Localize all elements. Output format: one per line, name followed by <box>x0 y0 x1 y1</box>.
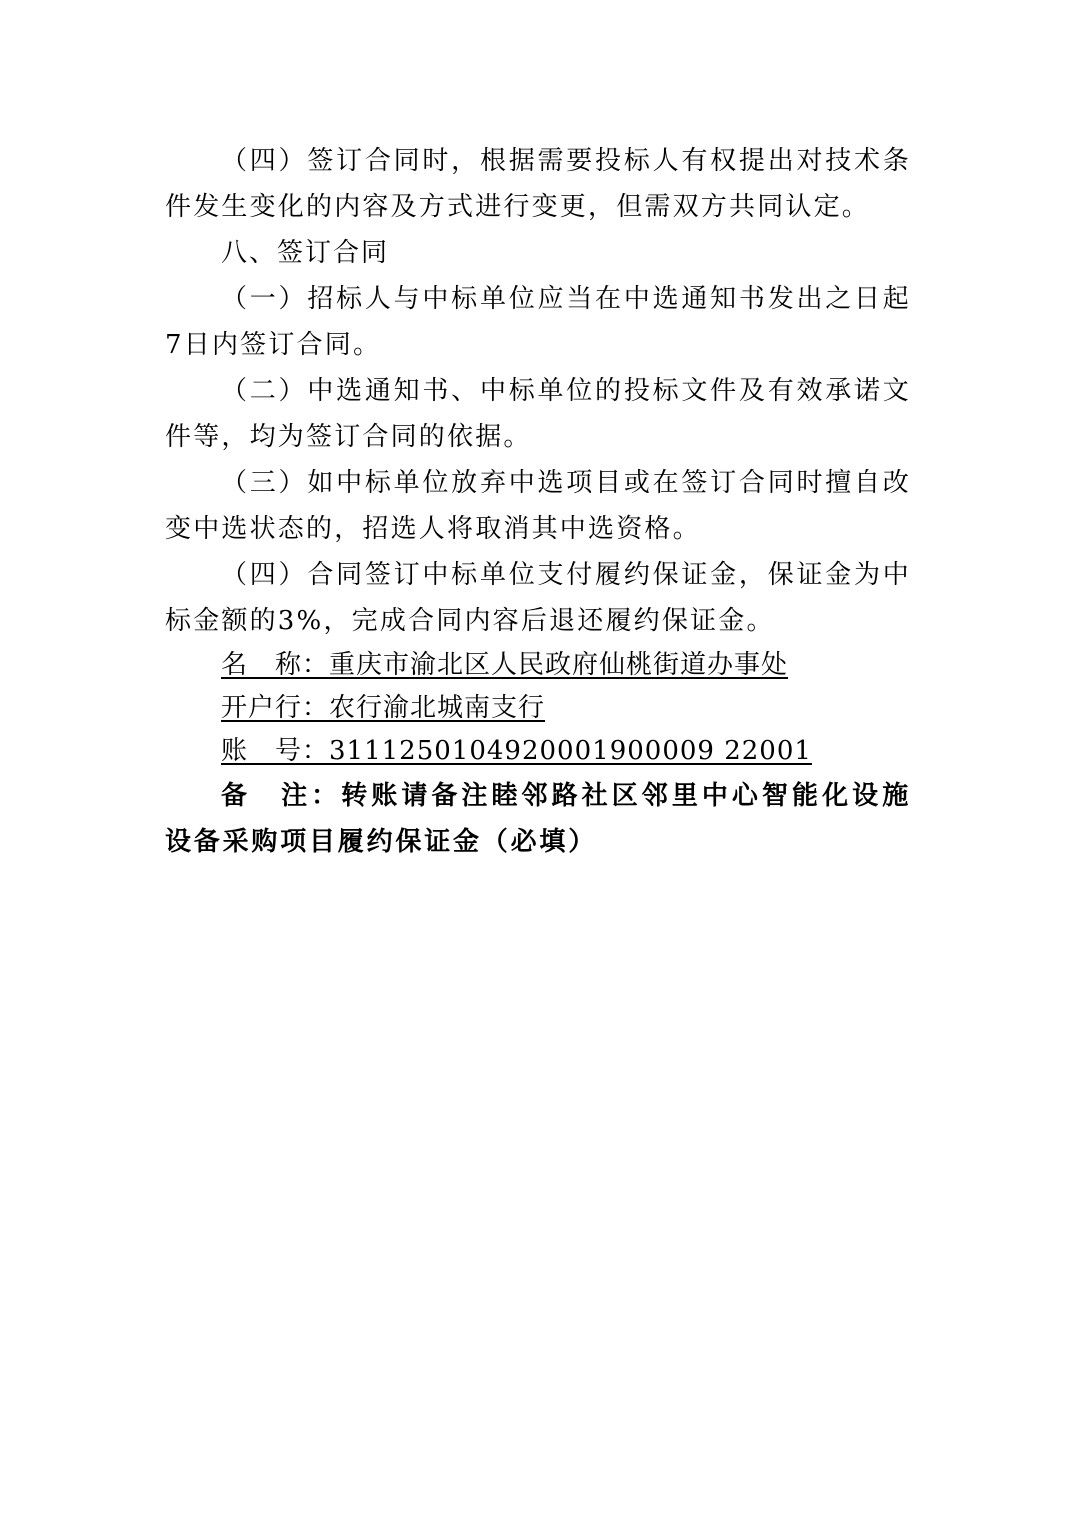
section-heading-sign-contract: 八、签订合同 <box>221 238 390 268</box>
paragraph-contract-change: （四）签订合同时，根据需要投标人有权提出对技术条件发生变化的内容及方式进行变更，但需双方共同认定。 <box>165 146 911 222</box>
paragraph-clause-3: （三）如中标单位放弃中选项目或在签订合同时擅自改变中选状态的，招选人将取消其中选资格。 <box>165 468 911 544</box>
account-name-line <box>165 644 911 687</box>
paragraph-clause-4: （四）合同签订中标单位支付履约保证金，保证金为中标金额的3%，完成合同内容后退还履约保证金。 <box>165 560 911 636</box>
remark-paragraph <box>165 773 911 865</box>
account-name-value: 重庆市渝北区人民政府仙桃街道办事处 <box>329 650 789 680</box>
document-body <box>165 138 911 865</box>
remark-text: 转账请备注睦邻路社区邻里中心智能化设施设备采购项目履约保证金（必填） <box>165 781 911 857</box>
account-number-value: 3111250104920001900009 22001 <box>329 736 812 766</box>
paragraph-clause-1: （一）招标人与中标单位应当在中选通知书发出之日起7日内签订合同。 <box>165 284 911 360</box>
remark-label: 备 注： <box>221 781 342 811</box>
account-bank-line <box>165 687 911 730</box>
account-bank-label: 开户行： <box>221 693 330 723</box>
account-name-label: 名 称： <box>221 650 330 680</box>
account-number-line <box>165 730 911 773</box>
account-number-label: 账 号： <box>221 736 330 766</box>
paragraph-clause-2: （二）中选通知书、中标单位的投标文件及有效承诺文件等，均为签订合同的依据。 <box>165 376 911 452</box>
account-bank-value: 农行渝北城南支行 <box>329 693 546 723</box>
